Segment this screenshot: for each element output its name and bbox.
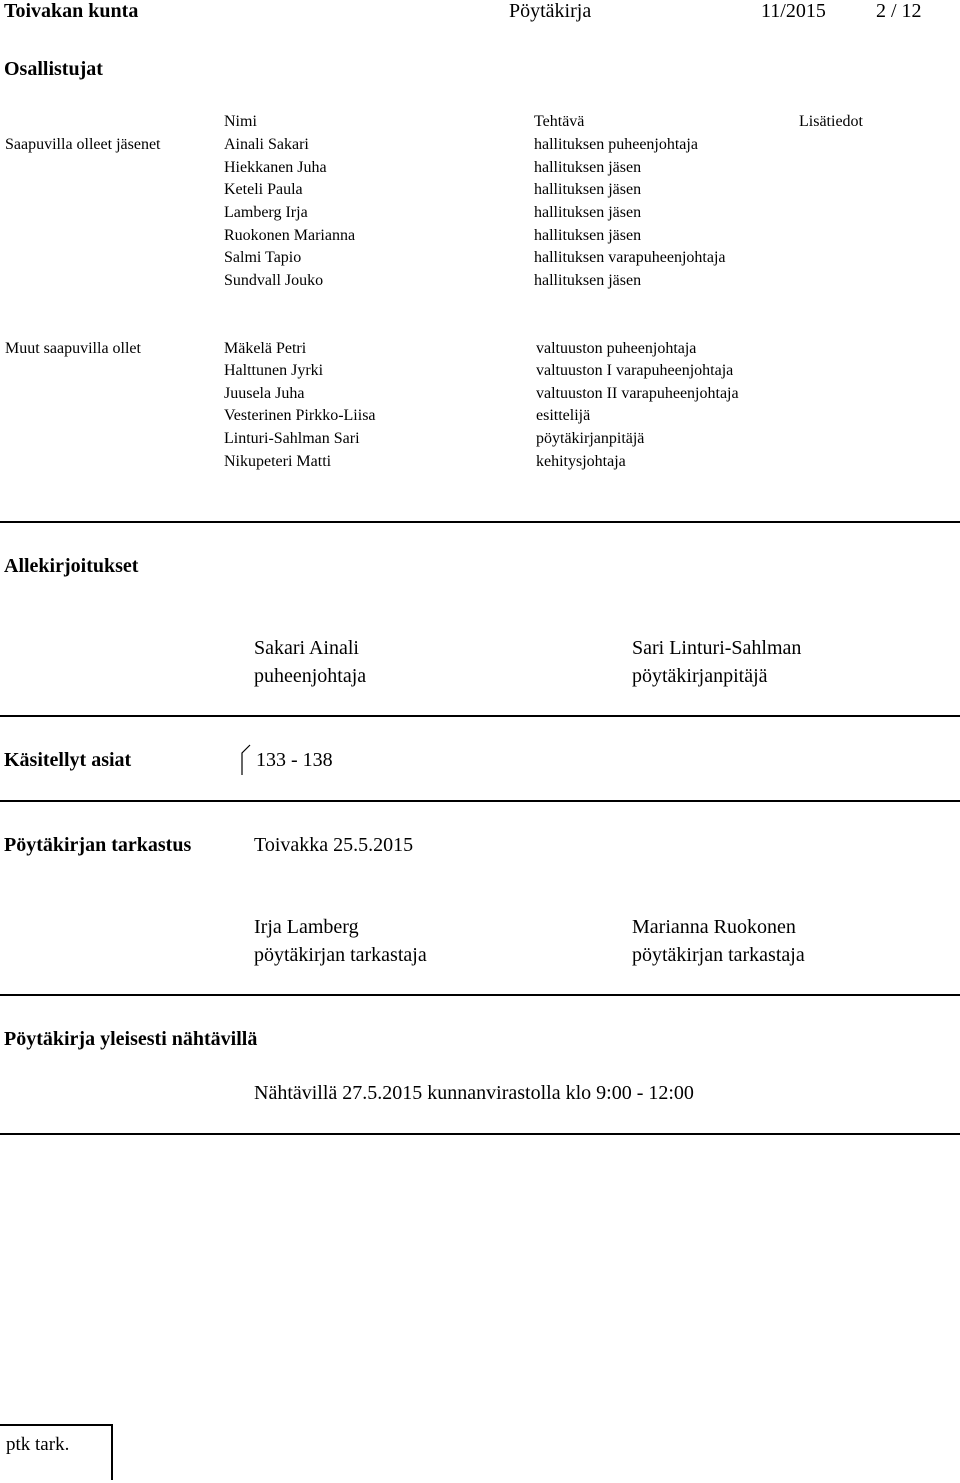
member-role: hallituksen jäsen xyxy=(534,159,642,176)
member-role: hallituksen jäsen xyxy=(534,272,642,289)
list-item xyxy=(0,227,960,249)
divider xyxy=(0,715,960,717)
member-role: hallituksen jäsen xyxy=(534,204,642,221)
reviewer-right-role: pöytäkirjan tarkastaja xyxy=(632,944,805,966)
member-name: Salmi Tapio xyxy=(224,249,302,266)
member-name: Ruokonen Marianna xyxy=(224,227,356,244)
signer-left-name: Sakari Ainali xyxy=(254,637,359,659)
municipality-name: Toivakan kunta xyxy=(4,0,139,22)
member-name: Hiekkanen Juha xyxy=(224,159,327,176)
reviewer-right-name: Marianna Ruokonen xyxy=(632,916,796,938)
document-number: 11/2015 xyxy=(761,0,826,22)
handled-value: 133 - 138 xyxy=(256,749,333,771)
list-item xyxy=(0,181,960,203)
divider xyxy=(0,800,960,802)
column-header-role: Tehtävä xyxy=(534,113,585,130)
member-role: hallituksen puheenjohtaja xyxy=(534,136,698,153)
other-role: valtuuston I varapuheenjohtaja xyxy=(536,362,734,379)
other-name: Halttunen Jyrki xyxy=(224,362,324,379)
other-role: valtuuston II varapuheenjohtaja xyxy=(536,385,739,402)
review-label: Pöytäkirjan tarkastus xyxy=(4,834,192,856)
list-item xyxy=(0,453,960,475)
member-role: hallituksen varapuheenjohtaja xyxy=(534,249,726,266)
reviewer-left-role: pöytäkirjan tarkastaja xyxy=(254,944,427,966)
other-name: Linturi-Sahlman Sari xyxy=(224,430,360,447)
review-initials-label: ptk tark. xyxy=(6,1434,70,1455)
column-header-info: Lisätiedot xyxy=(799,113,863,130)
list-item xyxy=(0,159,960,181)
other-role: valtuuston puheenjohtaja xyxy=(536,340,697,357)
participants-heading: Osallistujat xyxy=(4,58,103,80)
document-type: Pöytäkirja xyxy=(509,0,592,22)
other-name: Mäkelä Petri xyxy=(224,340,307,357)
list-item xyxy=(0,385,960,407)
list-item xyxy=(0,362,960,384)
members-group-label: Saapuvilla olleet jäsenet xyxy=(5,136,161,153)
signer-left-role: puheenjohtaja xyxy=(254,665,367,687)
other-name: Juusela Juha xyxy=(224,385,305,402)
list-item xyxy=(0,204,960,226)
other-role: kehitysjohtaja xyxy=(536,453,626,470)
list-item xyxy=(0,272,960,294)
review-value: Toivakka 25.5.2015 xyxy=(254,834,414,856)
signatures-heading: Allekirjoitukset xyxy=(4,555,139,577)
other-name: Vesterinen Pirkko-Liisa xyxy=(224,407,376,424)
member-name: Keteli Paula xyxy=(224,181,303,198)
bracket-icon xyxy=(241,744,251,776)
public-label: Pöytäkirja yleisesti nähtävillä xyxy=(4,1028,258,1050)
review-initials-box xyxy=(0,1424,113,1480)
signer-right-role: pöytäkirjanpitäjä xyxy=(632,665,768,687)
divider xyxy=(0,1133,960,1135)
member-role: hallituksen jäsen xyxy=(534,227,642,244)
list-item xyxy=(0,407,960,429)
other-name: Nikupeteri Matti xyxy=(224,453,332,470)
divider xyxy=(0,994,960,996)
member-name: Ainali Sakari xyxy=(224,136,309,153)
reviewer-left-name: Irja Lamberg xyxy=(254,916,359,938)
other-role: pöytäkirjanpitäjä xyxy=(536,430,645,447)
member-name: Lamberg Irja xyxy=(224,204,308,221)
divider xyxy=(0,521,960,523)
member-role: hallituksen jäsen xyxy=(534,181,642,198)
handled-label: Käsitellyt asiat xyxy=(4,749,132,771)
member-name: Sundvall Jouko xyxy=(224,272,324,289)
list-item xyxy=(0,340,960,362)
list-item xyxy=(0,249,960,271)
list-item xyxy=(0,136,960,158)
list-item xyxy=(0,430,960,452)
page-number: 2 / 12 xyxy=(876,0,922,22)
other-role: esittelijä xyxy=(536,407,591,424)
others-group-label: Muut saapuvilla ollet xyxy=(5,340,141,357)
signer-right-name: Sari Linturi-Sahlman xyxy=(632,637,802,659)
column-header-name: Nimi xyxy=(224,113,257,130)
public-value: Nähtävillä 27.5.2015 kunnanvirastolla klo 9:00 - 12:00 xyxy=(254,1082,694,1104)
